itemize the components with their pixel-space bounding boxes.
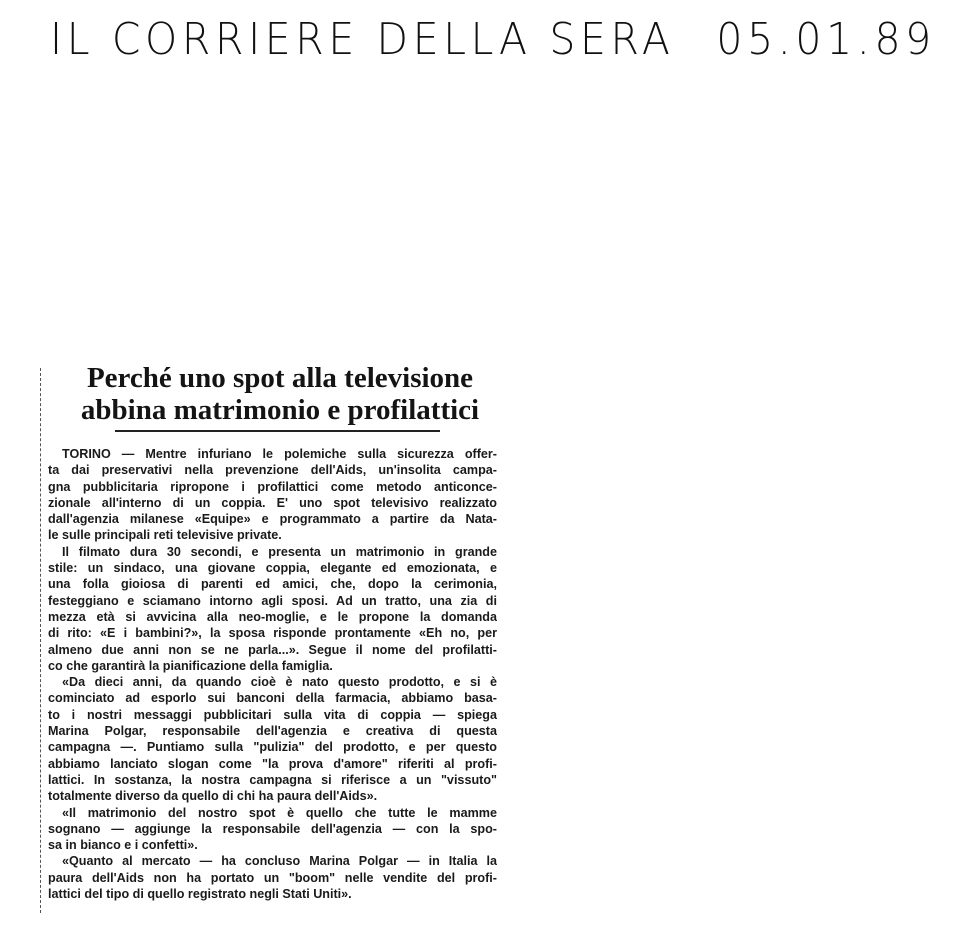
body-line: una folla gioiosa di parenti ed amici, che, dopo la cerimonia, [48, 577, 497, 592]
body-line: lattici. In sostanza, la nostra campagna si riferisce a un "vissuto" [48, 772, 497, 787]
body-line: Marina Polgar, responsabile dell'agenzia e creativa di questa [48, 724, 497, 739]
body-line: sa in bianco e i confetti». [48, 838, 198, 853]
body-line: zionale all'interno di un coppia. E' uno spot televisivo realizzato [48, 495, 497, 510]
body-line: paura dell'Aids non ha portato un "boom" nelle vendite del profi- [48, 870, 497, 885]
body-line: stile: un sindaco, una giovane coppia, elegante ed emozionata, e [48, 561, 497, 576]
body-line: «Il matrimonio del nostro spot è quello che tutte le mamme [62, 805, 497, 820]
column-border [40, 368, 41, 913]
handwritten-source-note [50, 14, 960, 65]
body-line: «Quanto al mercato — ha concluso Marina Polgar — in Italia la [62, 854, 497, 869]
body-line: le sulle principali reti televisive private. [48, 528, 282, 543]
body-line: «Da dieci anni, da quando cioè è nato questo prodotto, e si è [62, 675, 497, 690]
body-line: TORINO — Mentre infuriano le polemiche sulla sicurezza offer- [62, 447, 497, 461]
body-line: to i nostri messaggi pubblicitari sulla vita di coppia — spiega [48, 707, 497, 722]
body-line: mezza età si avvicina alla neo-moglie, e le propone la domanda [48, 609, 497, 624]
publication-date: 05.01.89 [716, 14, 936, 65]
body-line: dall'agenzia milanese «Equipe» e programmato a partire da Nata- [48, 512, 497, 527]
body-line: sognano — aggiunge la responsabile dell'agenzia — con la spo- [48, 821, 497, 836]
article-body [48, 446, 497, 902]
body-line: almeno due anni non se ne parla...». Segue il nome del profilatti- [48, 642, 497, 657]
body-line: cominciato ad esporlo sui banconi della farmacia, abbiamo basa- [48, 691, 497, 706]
body-line: totalmente diverso da quello di chi ha paura dell'Aids». [48, 789, 378, 804]
body-line: abbiamo lanciato slogan come "la prova d'amore" riferiti al profi- [48, 756, 497, 771]
headline-underline [115, 430, 440, 432]
body-line: ta dai preservativi nella prevenzione dell'Aids, un'insolita campa- [48, 463, 497, 478]
headline-line: abbina matrimonio e profilattici [80, 394, 480, 426]
publication-name: IL CORRIERE DELLA SERA [50, 14, 675, 65]
body-line: Il filmato dura 30 secondi, e presenta un matrimonio in grande [62, 544, 497, 559]
headline-line: Perché uno spot alla televisione [86, 362, 474, 394]
body-line: gna pubblicitaria ripropone i profilattici come metodo anticonce- [48, 479, 497, 494]
article-headline [50, 362, 510, 426]
body-line: festeggiano e sciamano intorno agli sposi. Ad un tratto, una zia di [48, 593, 497, 608]
body-line: di rito: «E i bambini?», la sposa risponde prontamente «Eh no, per [48, 626, 497, 641]
body-line: lattici del tipo di quello registrato negli Stati Uniti». [48, 887, 352, 902]
body-line: co che garantirà la pianificazione della famiglia. [48, 658, 333, 673]
body-line: campagna —. Puntiamo sulla "pulizia" del prodotto, e per questo [48, 740, 497, 755]
